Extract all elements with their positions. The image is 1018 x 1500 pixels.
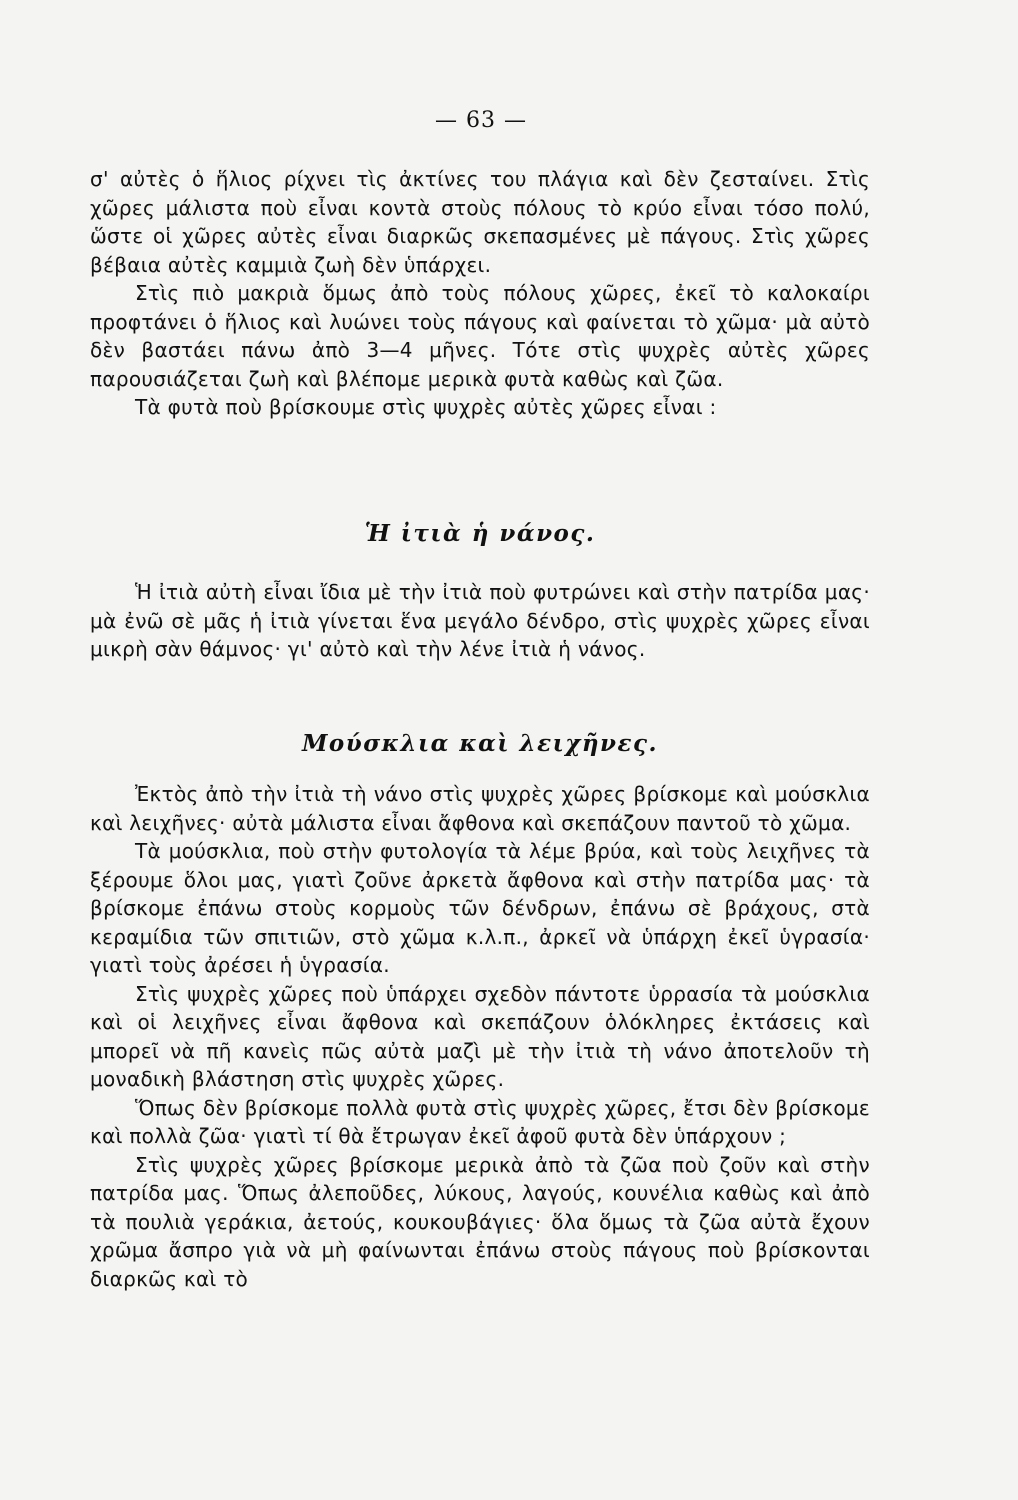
- paragraph: Τὰ φυτὰ ποὺ βρίσκουμε στὶς ψυχρὲς αὐτὲς χῶρες εἶναι :: [135, 395, 717, 419]
- page-number: — 63 —: [435, 108, 527, 133]
- paragraph: Τὰ μούσκλια, ποὺ στὴν φυτολογία τὰ λέμε βρύα, καὶ τοὺς λειχῆνες τὰ ξέρουμε ὅλοι μας, γιατὶ ζοῦνε ἀρκετὰ ἄφθονα καὶ στὴν πατρίδα μας· τὰ βρίσκομε ἐπάνω στοὺς κορμοὺς τῶν δένδρων, ἐπάνω σὲ βράχους, στὰ κεραμίδια τῶν σπιτιῶν, στὸ χῶμα κ.λ.π., ἀρκεῖ νὰ ὑπάρχη ἐκεῖ ὑγρασία· γιατὶ τοὺς ἀρέσει ἡ ὑγρασία.: [90, 839, 870, 977]
- paragraph: σ' αὐτὲς ὁ ἥλιος ρίχνει τὶς ἀκτίνες του πλάγια καὶ δὲν ζεσταίνει. Στὶς χῶρες μάλιστα ποὺ εἶναι κοντὰ στοὺς πόλους τὸ κρύο εἶναι τόσο πολύ, ὥστε οἱ χῶρες αὐτὲς εἶναι διαρκῶς σκεπασμένες μὲ πάγους. Στὶς χῶρες βέβαια αὐτὲς καμμιὰ ζωὴ δὲν ὑπάρχει.: [90, 167, 870, 277]
- paragraph: Ἐκτὸς ἀπὸ τὴν ἰτιὰ τὴ νάνο στὶς ψυχρὲς χῶρες βρίσκομε καὶ μούσκλια καὶ λειχῆνες· αὐτὰ μάλιστα εἶναι ἄφθονα καὶ σκεπάζουν παντοῦ τὸ χῶμα.: [90, 782, 870, 835]
- paragraph: Στὶς ψυχρὲς χῶρες βρίσκομε μερικὰ ἀπὸ τὰ ζῶα ποὺ ζοῦν καὶ στὴν πατρίδα μας. Ὅπως ἀλεποῦδες, λύκους, λαγούς, κουνέλια καθὼς καὶ ἀπὸ τὰ πουλιὰ γεράκια, ἀετούς, κουκουβάγιες· ὅλα ὅμως τὰ ζῶα αὐτὰ ἔχουν χρῶμα ἄσπρο γιὰ νὰ μὴ φαίνωνται ἐπάνω στοὺς πάγους ποὺ βρίσκονται διαρκῶς καὶ τὸ: [90, 1152, 870, 1291]
- section-heading-mosses: Μούσκλια καὶ λειχῆνες.: [301, 730, 659, 757]
- section-mosses: [90, 780, 870, 1293]
- paragraph: Στὶς ψυχρὲς χῶρες ποὺ ὑπάρχει σχεδὸν πάντοτε ὑρρασία τὰ μούσκλια καὶ οἱ λειχῆνες εἶναι ἄφθονα καὶ σκεπάζουν ὁλόκληρες ἐκτάσεις καὶ μπορεῖ νὰ πῆ κανεὶς πῶς αὐτὰ μαζὶ μὲ τὴν ἰτιὰ τὴ νάνο ἀποτελοῦν τὴ μοναδικὴ βλάστηση στὶς ψυχρὲς χῶρες.: [90, 981, 870, 1091]
- section-heading-willow: Ἡ ἰτιὰ ἡ νάνος.: [364, 520, 596, 547]
- paragraph: Ἡ ἰτιὰ αὐτὴ εἶναι ἴδια μὲ τὴν ἰτιὰ ποὺ φυτρώνει καὶ στὴν πατρίδα μας· μὰ ἐνῶ σὲ μᾶς ἡ ἰτιὰ γίνεται ἕνα μεγάλο δένδρο, στὶς ψυχρὲς χῶρες εἶναι μικρὴ σὰν θάμνος· γι' αὐτὸ καὶ τὴν λένε ἰτιὰ ἡ νάνος.: [90, 580, 870, 661]
- paragraph: Ὅπως δὲν βρίσκομε πολλὰ φυτὰ στὶς ψυχρὲς χῶρες, ἔτσι δὲν βρίσκομε καὶ πολλὰ ζῶα· γιατὶ τί θὰ ἔτρωγαν ἐκεῖ ἀφοῦ φυτὰ δὲν ὑπάρχουν ;: [90, 1095, 870, 1148]
- section-willow: [90, 578, 870, 664]
- section-intro: [90, 165, 870, 422]
- paragraph: Στὶς πιὸ μακριὰ ὅμως ἀπὸ τοὺς πόλους χῶρες, ἐκεῖ τὸ καλοκαίρι προφτάνει ὁ ἥλιος καὶ λυώνει τοὺς πάγους καὶ φαίνεται τὸ χῶμα· μὰ αὐτὸ δὲν βαστάει πάνω ἀπὸ 3—4 μῆνες. Τότε στὶς ψυχρὲς αὐτὲς χῶρες παρουσιάζεται ζωὴ καὶ βλέπομε μερικὰ φυτὰ καθὼς καὶ ζῶα.: [90, 281, 870, 391]
